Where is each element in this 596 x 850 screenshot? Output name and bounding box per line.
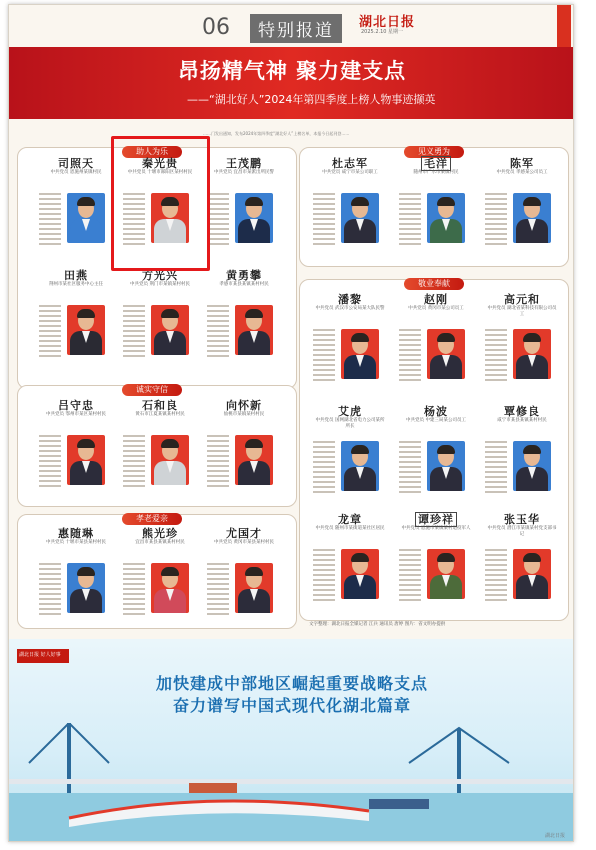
person-story-column [39, 435, 61, 489]
person-card [311, 403, 389, 513]
panel-title-dedication: 敬业奉献 [404, 278, 464, 290]
panel-title-filial: 孝老爱亲 [122, 513, 182, 525]
person-role: 中共党员 鄂州市某区某村村民 [46, 412, 106, 417]
portrait-photo [235, 305, 273, 355]
person-story-column [207, 435, 229, 489]
person-name: 尤国才 [226, 527, 262, 540]
person-story-column [485, 329, 507, 383]
portrait-photo [151, 563, 189, 613]
portrait-photo [67, 305, 105, 355]
portrait-photo [235, 563, 273, 613]
person-card [397, 291, 475, 401]
person-story-column [123, 305, 145, 359]
person-story-column [313, 329, 335, 383]
person-story-column [399, 329, 421, 383]
person-story-column [39, 305, 61, 359]
person-role: 孝感市某县某镇某村村民 [219, 282, 269, 287]
section-title: 特别报道 [250, 14, 342, 43]
person-name: 谭珍祥 [397, 511, 475, 527]
person-card [483, 403, 561, 513]
banner-subtitle: ——“湖北好人”2024年第四季度上榜人物事迹撷英 [187, 93, 436, 106]
person-role: 中共党员 荆门市某镇某村村民 [130, 282, 190, 287]
person-role: 中共党员 黄冈市某县某村村民 [214, 540, 274, 545]
slogan-line-1: 加快建成中部地区崛起重要战略支点 [155, 674, 428, 693]
person-card [397, 403, 475, 513]
footnote: 文字整理：湖北日报全媒记者 江兵 通讯员 唐婷 图片：省文明办提供 [309, 622, 446, 627]
person-name: 熊光珍 [142, 527, 178, 540]
portrait-photo [427, 329, 465, 379]
bridge-illustration [9, 723, 574, 842]
portrait-photo [341, 549, 379, 599]
person-card [311, 291, 389, 401]
person-card [37, 267, 115, 377]
person-card [397, 511, 475, 621]
person-name: 田燕 [64, 269, 88, 282]
person-story-column [39, 563, 61, 617]
portrait-photo [513, 441, 551, 491]
portrait-photo [341, 193, 379, 243]
person-card [121, 397, 199, 507]
person-card [205, 267, 283, 377]
person-name: 方光兴 [142, 269, 178, 282]
person-role: 中共党员 国网湖北省电力公司某所所长 [315, 418, 385, 429]
person-role: 中共党员 武汉市公安局某大队民警 [315, 306, 385, 311]
person-story-column [485, 193, 507, 247]
person-role: 中共党员 咸宁市某公司职工 [322, 170, 378, 175]
portrait-photo [427, 441, 465, 491]
panel-title-bravery: 见义勇为 [404, 146, 464, 158]
person-name: 张玉华 [504, 513, 540, 526]
banner-title: 昂扬精气神 聚力建支点 [177, 58, 407, 83]
person-role: 中共党员 随州市某街道某社区居民 [315, 526, 385, 531]
portrait-photo [67, 563, 105, 613]
person-role: 中共党员 恩施市某镇某村退役军人 [401, 526, 471, 531]
person-role: 中共党员 中建三局某公司员工 [406, 418, 466, 423]
person-role: 中共党员 十堰市郧阳区某村村民 [127, 170, 193, 175]
person-card [311, 155, 389, 265]
newspaper-page [8, 4, 574, 842]
page-header [9, 5, 574, 45]
person-role: 中共党员 恩施州某镇村民 [50, 170, 102, 175]
person-role: 咸宁市某县某镇某村村民 [497, 418, 547, 423]
panel-title-integrity: 诚实守信 [122, 384, 182, 396]
person-role: 中共党员 十堰市某县某村村民 [46, 540, 106, 545]
slogan-line-2: 奋力谱写中国式现代化湖北篇章 [172, 696, 411, 715]
person-name: 石和良 [142, 399, 178, 412]
person-card [483, 291, 561, 401]
person-name: 覃修良 [504, 405, 540, 418]
portrait-photo [67, 435, 105, 485]
masthead-date: 2025.2.10 星期一 [361, 29, 404, 35]
person-name: 杨波 [424, 405, 448, 418]
person-story-column [207, 563, 229, 617]
person-story-column [123, 435, 145, 489]
portrait-photo [427, 549, 465, 599]
person-name: 陈军 [510, 157, 534, 170]
person-name: 黄勇攀 [226, 269, 262, 282]
person-name: 毛洋 [397, 155, 475, 171]
person-card [205, 397, 283, 507]
portrait-photo [341, 329, 379, 379]
portrait-photo [513, 329, 551, 379]
person-story-column [399, 193, 421, 247]
person-role: 中共党员 宜昌市某派出所民警 [214, 170, 274, 175]
portrait-photo [341, 441, 379, 491]
person-role: 黄石市江夏某镇某村村民 [135, 412, 185, 417]
person-name: 王茂鹏 [226, 157, 262, 170]
person-card [121, 267, 199, 377]
masthead-logo: 湖北日报 [359, 15, 416, 30]
highlight-box [111, 136, 210, 271]
person-card [37, 525, 115, 635]
bottom-tag: 湖北日报 好人好事 [17, 649, 69, 663]
person-name: 杜志军 [332, 157, 368, 170]
person-role: 荆州市某社区服务中心主任 [49, 282, 103, 287]
panel-title-helping: 助人为乐 [122, 146, 182, 158]
person-role: 中共党员 潜江市某镇某村党支部书记 [487, 526, 557, 537]
portrait-photo [151, 435, 189, 485]
person-card [121, 525, 199, 635]
person-name: 秦光贵 [142, 157, 178, 170]
person-name: 龙章 [338, 513, 362, 526]
portrait-photo [427, 193, 465, 243]
title-banner [9, 47, 574, 119]
person-role: 宜昌市某县某镇某村村民 [135, 540, 185, 545]
portrait-photo [513, 193, 551, 243]
page-number: 06 [202, 15, 230, 40]
person-name: 艾虎 [338, 405, 362, 418]
person-story-column [399, 441, 421, 495]
person-story-column [313, 193, 335, 247]
person-story-column [485, 549, 507, 603]
person-story-column [313, 441, 335, 495]
portrait-photo [235, 193, 273, 243]
person-card [483, 511, 561, 621]
person-role: 随州市广水市某镇村民 [413, 170, 459, 175]
person-name: 向怀新 [226, 399, 262, 412]
slogan-banner [9, 639, 574, 842]
person-story-column [123, 563, 145, 617]
person-card [311, 511, 389, 621]
portrait-photo [513, 549, 551, 599]
person-card [37, 397, 115, 507]
person-name: 惠随琳 [58, 527, 94, 540]
person-name: 赵刚 [424, 293, 448, 306]
person-card [397, 155, 475, 265]
person-card [205, 155, 283, 265]
person-story-column [313, 549, 335, 603]
person-card [483, 155, 561, 265]
person-role: 中共党员 黄冈市某公司员工 [408, 306, 464, 311]
intro-text: ……门发出通知，发布2024年第四季度“湖北好人”上榜名单，本报今日起刊登…… [203, 131, 350, 136]
person-name: 司照天 [58, 157, 94, 170]
person-name: 潘黎 [338, 293, 362, 306]
photo-credit: 湖北日报 [544, 833, 565, 839]
portrait-photo [151, 305, 189, 355]
person-story-column [485, 441, 507, 495]
person-role: 中共党员 孝感某公司员工 [496, 170, 548, 175]
portrait-photo [235, 435, 273, 485]
person-story-column [399, 549, 421, 603]
person-role: 仙桃市某镇某村村民 [223, 412, 265, 417]
person-story-column [39, 193, 61, 247]
person-name: 高元和 [504, 293, 540, 306]
person-name: 吕守忠 [58, 399, 94, 412]
person-story-column [207, 305, 229, 359]
person-role: 中共党员 湖北省某科技有限公司员工 [487, 306, 557, 317]
person-card [205, 525, 283, 635]
person-story-column [207, 193, 229, 247]
person-card [37, 155, 115, 265]
portrait-photo [67, 193, 105, 243]
